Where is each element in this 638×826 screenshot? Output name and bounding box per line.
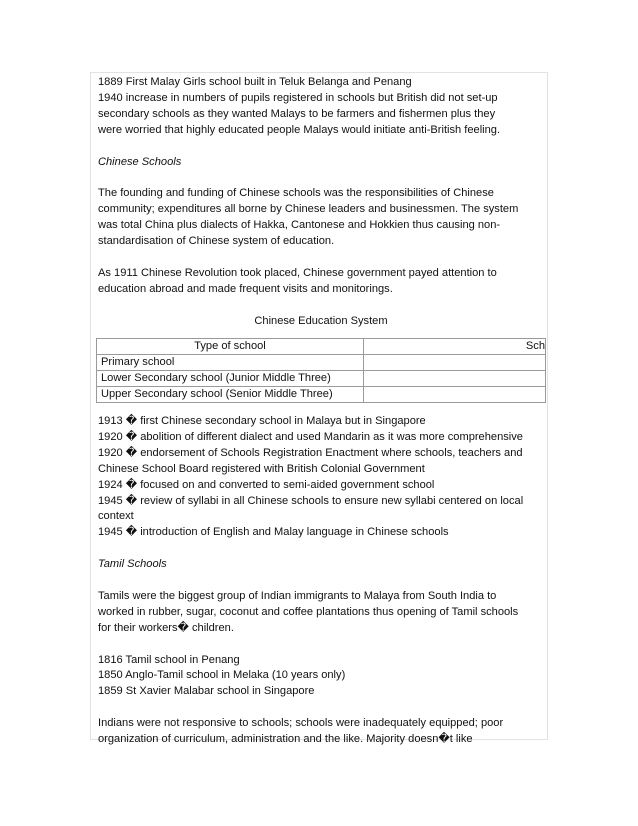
timeline-line: 1920 � endorsement of Schools Registration Enactment where schools, teachers and bbox=[98, 446, 523, 459]
text-line: Tamils were the biggest group of Indian immigrants to Malaya from South India to bbox=[98, 589, 497, 602]
text-line: worked in rubber, sugar, coconut and coffee plantations thus opening of Tamil schools bbox=[98, 605, 519, 618]
timeline-line: Chinese School Board registered with British Colonial Government bbox=[98, 462, 425, 475]
text-line: 1940 increase in numbers of pupils registered in schools but British did not set-up bbox=[98, 91, 498, 104]
timeline-line: 1945 � review of syllabi in all Chinese schools to ensure new syllabi centered on local bbox=[98, 494, 524, 507]
text-line: standardisation of Chinese system of education. bbox=[98, 235, 335, 248]
table-caption: Chinese Education System bbox=[254, 314, 388, 327]
text-line: education abroad and made frequent visits and monitorings. bbox=[98, 282, 393, 295]
table-row bbox=[97, 355, 546, 371]
table-row bbox=[97, 371, 546, 387]
timeline-line: 1945 � introduction of English and Malay language in Chinese schools bbox=[98, 526, 449, 539]
timeline-line: 1913 � first Chinese secondary school in Malaya but in Singapore bbox=[98, 415, 426, 427]
text-line: 1889 First Malay Girls school built in Teluk Belanga and Penang bbox=[98, 76, 412, 88]
table-cell bbox=[364, 387, 546, 403]
table-cell bbox=[364, 355, 546, 371]
timeline-line: 1920 � abolition of different dialect and used Mandarin as it was more comprehensive bbox=[98, 430, 523, 443]
text-line: were worried that highly educated people Malays would initiate anti-British feeling. bbox=[98, 123, 501, 136]
section-heading-tamil: Tamil Schools bbox=[98, 558, 167, 571]
table-header-row bbox=[97, 339, 546, 355]
timeline-line: 1924 � focused on and converted to semi-aided government school bbox=[98, 478, 435, 491]
table-row bbox=[97, 387, 546, 403]
chinese-education-table bbox=[96, 338, 546, 403]
text-line: community; expenditures all borne by Chinese leaders and businessmen. The system bbox=[98, 203, 519, 216]
text-line: was total China plus dialects of Hakka, Cantonese and Hokkien thus causing non- bbox=[98, 219, 501, 232]
table-header-cell: Type of school bbox=[97, 339, 364, 355]
text-line: organization of curriculum, administration and the like. Majority doesn�t like bbox=[98, 733, 473, 746]
document-body-continued bbox=[98, 414, 544, 748]
text-line: As 1911 Chinese Revolution took placed, Chinese government payed attention to bbox=[98, 266, 497, 279]
table-cell: Primary school bbox=[97, 355, 364, 371]
text-line: The founding and funding of Chinese schools was the responsibilities of Chinese bbox=[98, 187, 494, 200]
section-heading-chinese: Chinese Schools bbox=[98, 155, 182, 168]
text-line: Indians were not responsive to schools; schools were inadequately equipped; poor bbox=[98, 717, 504, 730]
table-cell: Upper Secondary school (Senior Middle Three) bbox=[97, 387, 364, 403]
text-line: secondary schools as they wanted Malays to be farmers and fishermen plus they bbox=[98, 107, 496, 120]
table-header-cell: Sch bbox=[364, 339, 546, 355]
text-line: for their workers� children. bbox=[98, 621, 234, 634]
timeline-line: context bbox=[98, 510, 134, 523]
document-body bbox=[98, 75, 544, 329]
timeline-line: 1859 St Xavier Malabar school in Singapore bbox=[98, 685, 315, 698]
timeline-line: 1816 Tamil school in Penang bbox=[98, 653, 240, 666]
timeline-line: 1850 Anglo-Tamil school in Melaka (10 years only) bbox=[98, 669, 346, 682]
table-cell bbox=[364, 371, 546, 387]
table-cell: Lower Secondary school (Junior Middle Three) bbox=[97, 371, 364, 387]
